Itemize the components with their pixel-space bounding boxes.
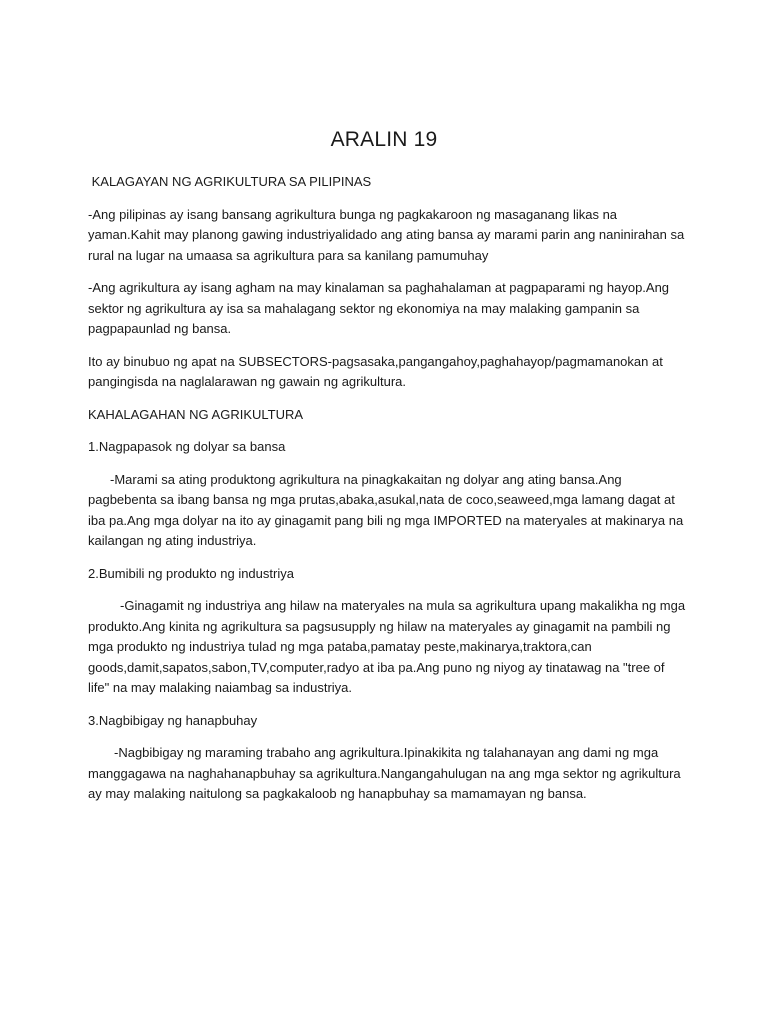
subtitle: KALAGAYAN NG AGRIKULTURA SA PILIPINAS <box>88 174 372 189</box>
item-3-body: -Nagbibigay ng maraming trabaho ang agrikultura.Ipinakikita ng talahanayan ang dami ng mga manggagawa na naghahanapbuhay sa agrikultura.Nangangahulugan na ang mga sektor ng agrikultura ay may malaking naitulong sa pagkakaloob ng hanapbuhay sa mamamayan ng bansa. <box>88 745 681 801</box>
paragraph-3: Ito ay binubuo ng apat na SUBSECTORS-pagsasaka,pangangahoy,paghahayop/pagmamanokan at pangingisda na naglalarawan ng gawain ng agrikultura. <box>88 353 663 389</box>
document-body <box>88 172 688 817</box>
paragraph-2: -Ang agrikultura ay isang agham na may kinalaman sa paghahalaman at pagpaparami ng hayop.Ang sektor ng agrikultura ay isa sa mahalagang sektor ng ekonomiya na may malaking gampanin sa pagpapaunlad ng bansa. <box>88 280 670 336</box>
item-2-heading: 2.Bumibili ng produkto ng industriya <box>88 565 294 581</box>
item-3-heading: 3.Nagbibigay ng hanapbuhay <box>88 712 258 728</box>
section-heading: KAHALAGAHAN NG AGRIKULTURA <box>88 406 304 422</box>
item-2-body: -Ginagamit ng industriya ang hilaw na materyales na mula sa agrikultura upang makalikha ng mga produkto.Ang kinita ng agrikultura sa pagsusupply ng hilaw na materyales ay ginagamit na pambili ng mga produkto ng industriya tulad ng mga pataba,pamatay peste,makinarya,traktora,can goods,damit,sapatos,sabon,TV,computer,radyo at iba pa.Ang puno ng niyog ay tinatawag na "tree of life" na may malaking naiambag sa industriya. <box>88 598 686 695</box>
item-1-heading: 1.Nagpapasok ng dolyar sa bansa <box>88 439 286 454</box>
page-title: ARALIN 19 <box>330 128 438 151</box>
paragraph-1: -Ang pilipinas ay isang bansang agrikultura bunga ng pagkakaroon ng masaganang likas na yaman.Kahit may planong gawing industriyalidado ang ating bansa ay marami parin ang naninirahan sa rural na lugar na umaasa sa agrikultura para sa kanilang pamumuhay <box>88 206 685 263</box>
item-1-body: -Marami sa ating produktong agrikultura na pinagkakaitan ng dolyar ang ating bansa.Ang pagbebenta sa ibang bansa ng mga prutas,abaka,asukal,nata de coco,seaweed,mga lamang dagat at iba pa.Ang mga dolyar na ito ay ginagamit pang bili ng mga IMPORTED na materyales at makinarya na kailangan ng ating industriya. <box>88 471 684 548</box>
